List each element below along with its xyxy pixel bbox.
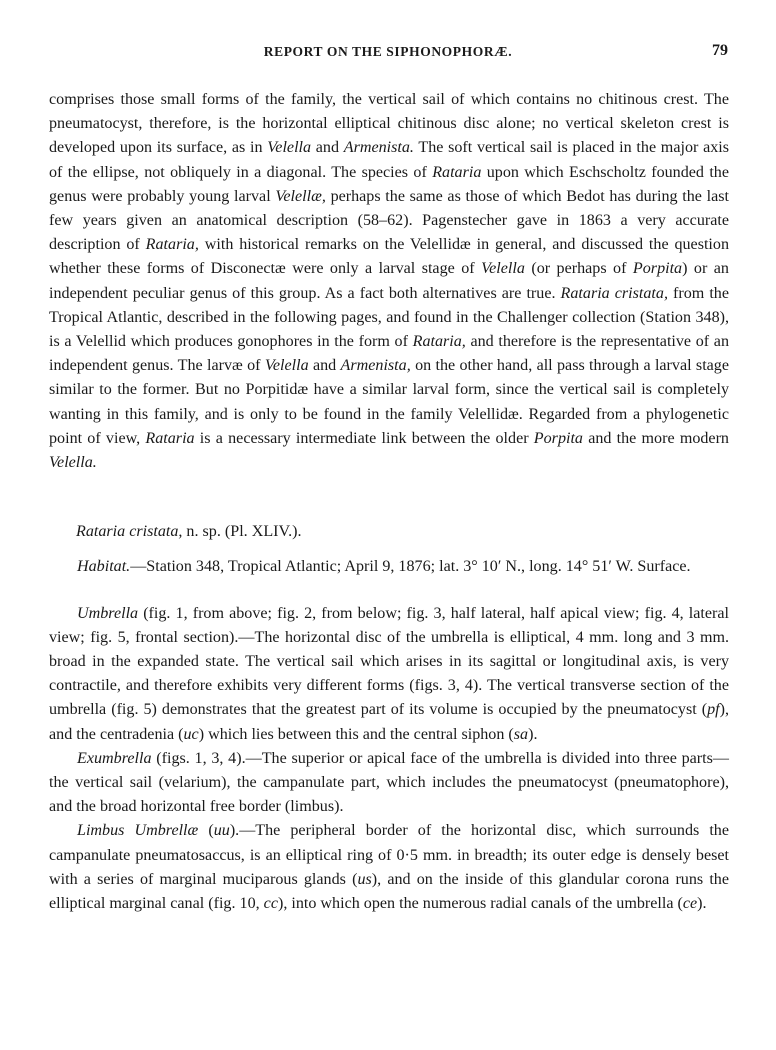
intro-paragraph: comprises those small forms of the family, the vertical sail of which contains no chitinous crest. The pneumatocyst, therefore, is the horizontal elliptical chitinous disc alone; no vertical skeleton crest is developed upon its surface, as in Velella and Armenista. The soft vertical sail is placed in the major axis of the ellipse, not obliquely in a diagonal. The species of Rataria upon which Eschscholtz founded the genus were probably young larval Velellæ, perhaps the same as those of which Bedot has during the last few years given an anatomical description (58–62). Pagenstecher gave in 1863 a very accurate description of Rataria, with historical remarks on the Velellidæ in general, and discussed the question whether these forms of Disconectæ were only a larval stage of Velella (or perhaps of Porpita) or an independent peculiar genus of this group. As a fact both alternatives are true. Rataria cristata, from the Tropical Atlantic, described in the following pages, and found in the Challenger collection (Station 348), is a Velellid which produces gonophores in the form of Rataria, and therefore is the representative of an independent genus. The larvæ of Velella and Armenista, on the other hand, all pass through a larval stage similar to the former. But no Porpitidæ have a similar larval form, since the vertical sail is completely wanting in this family, and is only to be found in the family Velellidæ. Regarded from a phylogenetic point of view, Rataria is a necessary intermediate link between the older Porpita and the more modern Velella. [49,91,729,472]
running-head: REPORT ON THE SIPHONOPHORÆ. [263,44,513,59]
habitat-paragraph: Habitat.—Station 348, Tropical Atlantic; April 9, 1876; lat. 3° 10′ N., long. 14° 51′ W. Surface. [77,558,691,576]
page-header [48,44,728,68]
exumbrella-paragraph: Exumbrella (figs. 1, 3, 4).—The superior or apical face of the umbrella is divided into three parts—the vertical sail (velarium), the campanulate part, which includes the pneumatocyst (pneumatophore), and the broad horizontal free border (limbus). [49,749,729,816]
umbrella-paragraph: Umbrella (fig. 1, from above; fig. 2, from below; fig. 3, half lateral, half apical view; fig. 4, lateral view; fig. 5, frontal section).—The horizontal disc of the umbrella is elliptical, 4 mm. long and 3 mm. broad in the expanded state. The vertical sail which arises in its sagittal or longitudinal axis, is very contractile, and therefore exhibits very different forms (figs. 3, 4). The vertical transverse section of the umbrella (fig. 5) demonstrates that the greatest part of its volume is occupied by the pneumatocyst (pf), and the centradenia (uc) which lies between this and the central siphon (sa). [49,604,729,743]
page-number: 79 [712,42,728,59]
body-text [49,88,729,916]
species-title: Rataria cristata, n. sp. (Pl. XLIV.). [76,523,302,541]
limbus-paragraph: Limbus Umbrellæ (uu).—The peripheral border of the horizontal disc, which surrounds the campanulate pneumatosaccus, is an elliptical ring of 0·5 mm. in breadth; its outer edge is densely beset with a series of marginal muciparous glands (us), and on the inside of this glandular corona runs the elliptical marginal canal (fig. 10, cc), into which open the numerous radial canals of the umbrella (ce). [49,822,730,913]
